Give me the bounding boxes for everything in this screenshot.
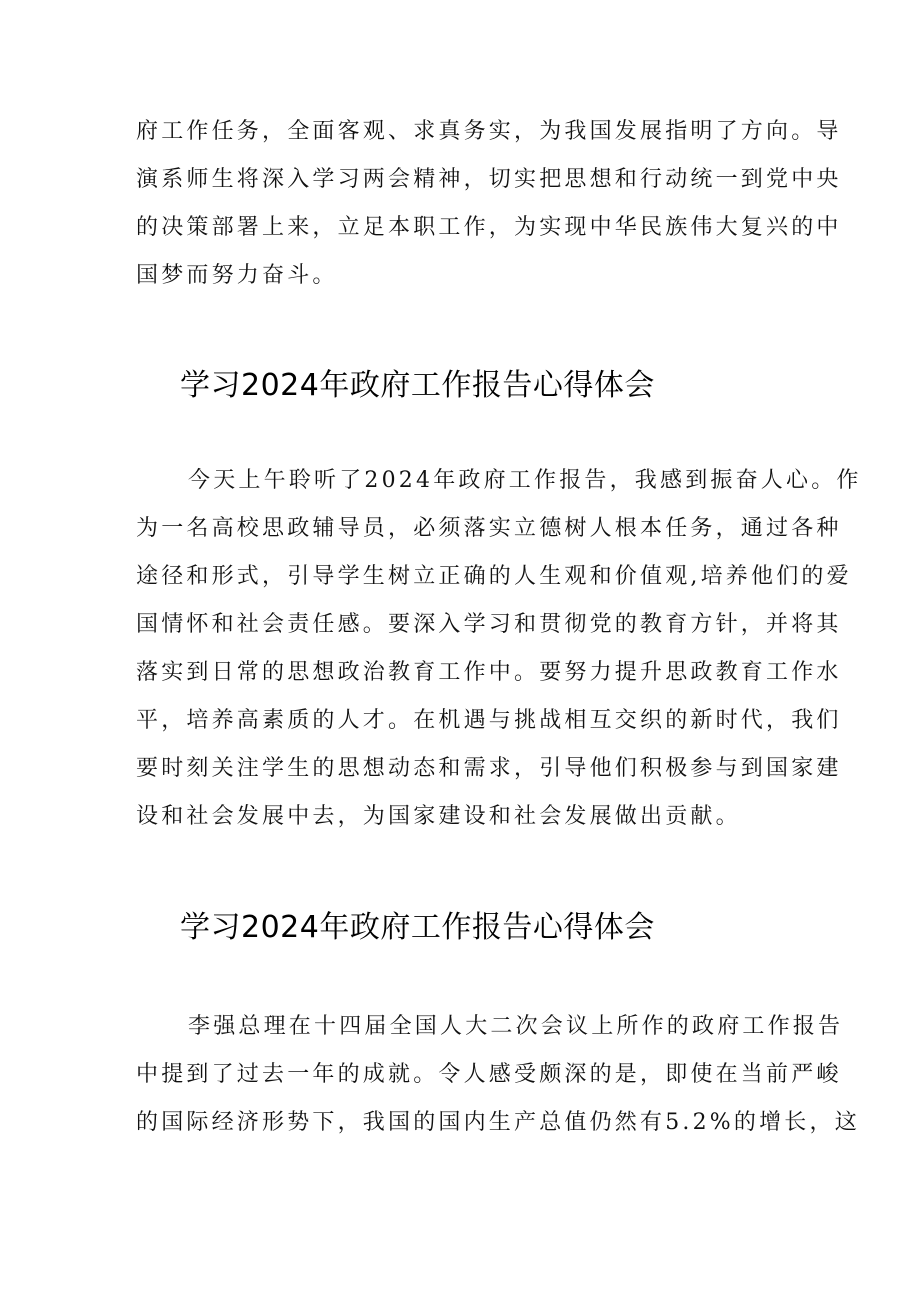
paragraph-line: 李强总理在十四届全国人大二次会议上所作的政府工作报告 — [188, 1014, 844, 1039]
paragraph-line: 的决策部署上来，立足本职工作，为实现中华民族伟大复兴的中 — [136, 215, 842, 240]
paragraph-line: 途径和形式，引导学生树立正确的人生观和价值观,培养他们的爱 — [136, 564, 852, 589]
paragraph-line: 今天上午聆听了2024年政府工作报告，我感到振奋人心。作 — [188, 468, 862, 493]
paragraph-line: 的国际经济形势下，我国的国内生产总值仍然有5.2%的增长，这 — [136, 1110, 860, 1135]
paragraph-line: 国情怀和社会责任感。要深入学习和贯彻党的教育方针，并将其 — [136, 612, 842, 637]
paragraph-line: 国梦而努力奋斗。 — [136, 263, 338, 288]
paragraph-line: 要时刻关注学生的思想动态和需求，引导他们积极参与到国家建 — [136, 756, 842, 781]
section-title: 学习2024年政府工作报告心得体会 — [180, 910, 655, 945]
paragraph-line: 设和社会发展中去，为国家建设和社会发展做出贡献。 — [136, 804, 741, 829]
paragraph-line: 中提到了过去一年的成就。令人感受颇深的是，即使在当前严峻 — [136, 1062, 842, 1087]
paragraph-line: 为一名高校思政辅导员，必须落实立德树人根本任务，通过各种 — [136, 516, 842, 541]
paragraph-line: 府工作任务，全面客观、求真务实，为我国发展指明了方向。导 — [136, 119, 842, 144]
section-title: 学习2024年政府工作报告心得体会 — [180, 368, 655, 403]
paragraph-line: 落实到日常的思想政治教育工作中。要努力提升思政教育工作水 — [136, 660, 842, 685]
paragraph-line: 平，培养高素质的人才。在机遇与挑战相互交织的新时代，我们 — [136, 708, 842, 733]
paragraph-line: 演系师生将深入学习两会精神，切实把思想和行动统一到党中央 — [136, 167, 842, 192]
